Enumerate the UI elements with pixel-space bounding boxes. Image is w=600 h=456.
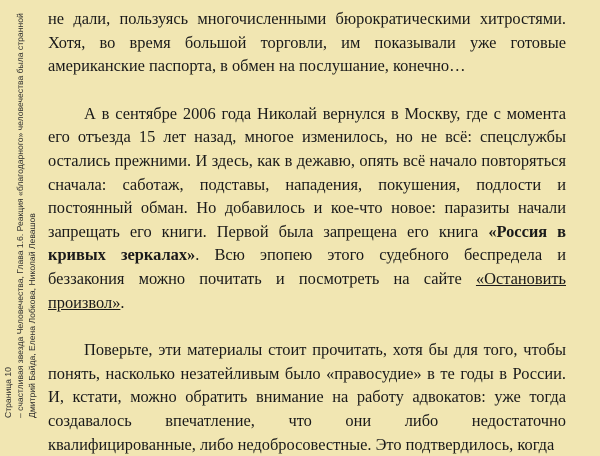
authors-caption: Дмитрий Байда, Елена Лобкова, Николай Левашов (27, 213, 37, 418)
paragraph-2-text-b: . Всю эпопею этого судебного беспредела и беззакония можно почитать и посмотреть на сайте (48, 245, 566, 288)
page-sidebar (0, 0, 46, 423)
paragraph-1: не дали, пользуясь многочисленными бюрократическими хитростями. Хотя, во время большой торговли, им показывали уже готовые американские паспорта, в обмен на послушание, конечно… (48, 9, 566, 76)
chapter-caption: – счастливая звезда Человечества, Глава 1.6. Реакция «благодарного» человечества была странной (15, 13, 25, 418)
paragraph-3: Поверьте, эти материалы стоит прочитать, хотя бы для того, чтобы понять, насколько незатейливым было «правосудие» в те годы в России. И, кстати, можно обратить внимание на работу адвокатов: уже тогда создавалось впечатление, что они либо недостаточно квалифицированные, либо недобросовестные. Это подтвердилось, когда (48, 340, 566, 454)
document-body (48, 7, 566, 456)
page-number: Страница 10 (3, 367, 13, 418)
book-title: «Россия в кривых зеркалах» (48, 221, 566, 265)
paragraph-2-text-c: . (120, 292, 125, 312)
site-link[interactable]: «Остановить произвол» (48, 268, 566, 312)
paragraph-2-text-a: А в сентябре 2006 года Николай вернулся в Москву, где с момента его отъезда 15 лет назад, многое изменилось, но не всё: спецслужбы остались прежними. И здесь, как в дежавю, опять всё начало повторяться сначала: саботаж, подставы, нападения, покушения, подлости и постоянный обман. Но добавилось и кое-что новое: паразиты начали запрещать его книги. Первой была запрещена его книга (48, 103, 566, 241)
paragraph-2 (48, 102, 566, 314)
